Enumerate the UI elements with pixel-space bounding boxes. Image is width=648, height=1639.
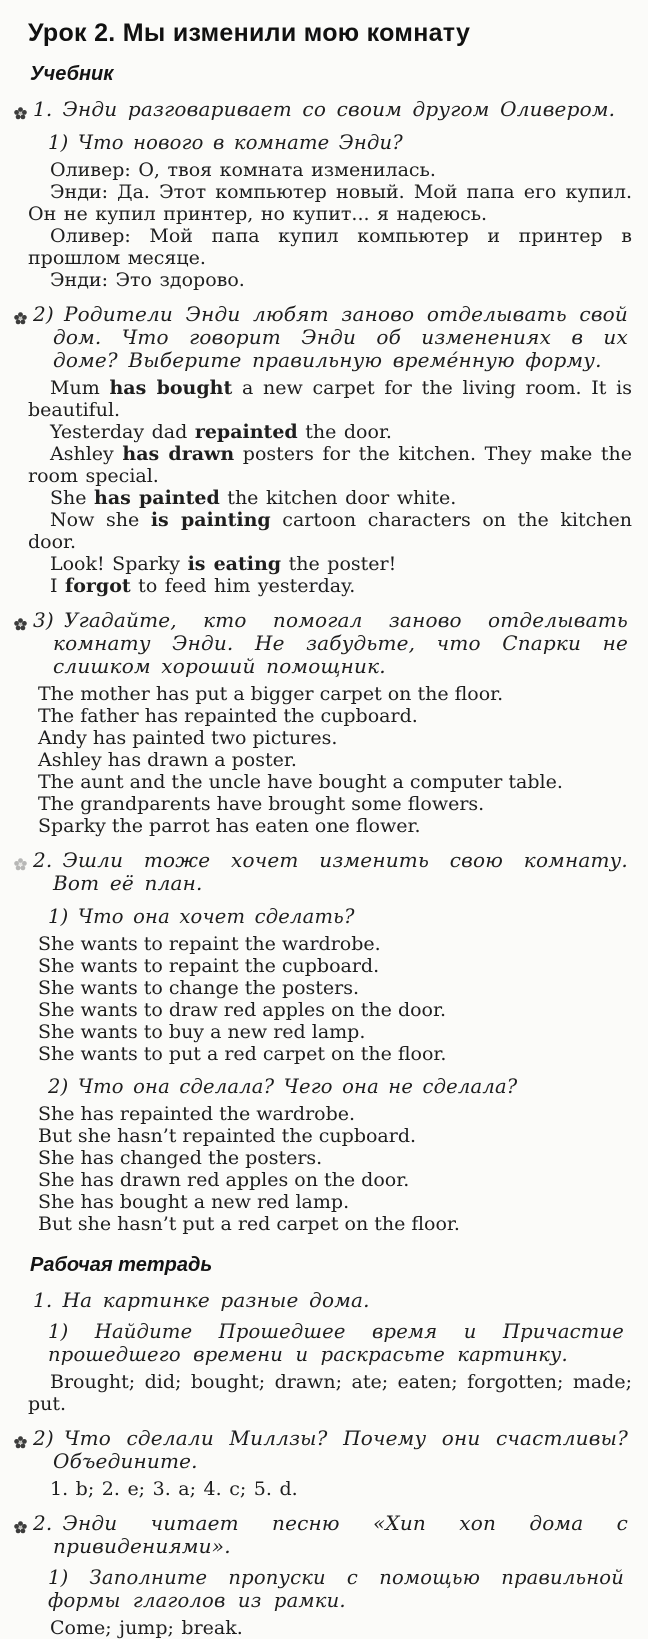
flower-bullet-icon — [14, 613, 27, 626]
done-list — [28, 1103, 632, 1235]
list-item: Andy has painted two pictures. — [38, 727, 338, 749]
verb-bold: is painting — [150, 509, 271, 531]
subtask-heading-2-2: 2) Что она сделала? Чего она не сделала? — [48, 1075, 518, 1098]
task-number: 2) — [33, 302, 54, 326]
list-item: The aunt and the uncle have bought a computer table. — [38, 771, 563, 793]
sentence-line — [28, 377, 632, 421]
task-number: 2. — [33, 1511, 53, 1535]
section-heading-workbook: Рабочая тетрадь — [30, 1254, 213, 1276]
subtask-heading-wb-2-1: 1) Заполните пропуски с помощью правильной формы глаголов из рамки. — [48, 1566, 624, 1612]
sentence-part: Look! Sparky — [50, 553, 188, 575]
sentence-part: posters for the kitchen. They make the room special. — [28, 443, 632, 487]
list-item: The mother has put a bigger carpet on the floor. — [38, 683, 504, 705]
list-item: She wants to change the posters. — [38, 977, 360, 999]
helpers-list — [28, 683, 632, 837]
list-item: She has drawn red apples on the door. — [38, 1169, 410, 1191]
list-item: She has changed the posters. — [38, 1147, 323, 1169]
list-item: The grandparents have brought some flowers. — [38, 793, 485, 815]
sentence-part: Ashley — [50, 443, 123, 465]
sentence-line — [28, 443, 632, 487]
task-item-1 — [28, 98, 628, 121]
list-item: But she hasn’t put a red carpet on the floor. — [38, 1213, 460, 1235]
task-number: 3) — [33, 608, 54, 632]
page-title: Урок 2. Мы изменили мою комнату — [28, 19, 471, 47]
sentence-part: the kitchen door white. — [219, 487, 457, 509]
dialogue-line: Энди: Это здорово. — [50, 269, 245, 291]
sentence-part: a new carpet for the living room. It is beautiful. — [28, 377, 632, 421]
workbook-task-1 — [28, 1289, 628, 1312]
list-item: She wants to put a red carpet on the floor. — [38, 1043, 447, 1065]
sentence-part: I — [50, 575, 66, 597]
verb-bold: has painted — [94, 487, 220, 509]
workbook-task-1-2 — [28, 1427, 628, 1473]
flower-bullet-icon — [14, 307, 27, 320]
dialogue-line: Энди: Да. Этот компьютер новый. Мой папа его купил. Он не купил принтер, но купит... я надеюсь. — [28, 181, 632, 225]
flower-bullet-icon — [14, 1431, 27, 1444]
flower-bullet-icon — [14, 1516, 27, 1529]
verb-bold: repainted — [194, 421, 298, 443]
subtask-heading-1-1: 1) Что нового в комнате Энди? — [48, 131, 403, 154]
sentence-line — [28, 487, 632, 509]
sentence-part: the door. — [297, 421, 392, 443]
answer-line: Come; jump; break. — [50, 1617, 243, 1639]
list-item: The father has repainted the cupboard. — [38, 705, 418, 727]
list-item: She wants to repaint the wardrobe. — [38, 933, 381, 955]
task-item-2 — [28, 849, 628, 895]
sentence-part: Yesterday dad — [50, 421, 195, 443]
task-number: 1. — [33, 1288, 53, 1312]
task-text: Энди читает песню «Хип хоп дома с привидениями». — [53, 1511, 628, 1558]
sentence-part: cartoon characters on the kitchen door. — [28, 509, 632, 553]
sentence-line — [28, 509, 632, 553]
subtask-heading-wb-1-1: 1) Найдите Прошедшее время и Причастие прошедшего времени и раскрасьте картинку. — [48, 1320, 624, 1366]
sentence-line — [28, 553, 632, 575]
sentence-line — [28, 575, 632, 597]
list-item: She wants to buy a new red lamp. — [38, 1021, 366, 1043]
list-item: Ashley has drawn a poster. — [38, 749, 297, 771]
verb-bold: forgot — [65, 575, 131, 597]
flower-bullet-icon — [14, 102, 27, 115]
task-item-1-2 — [28, 303, 628, 372]
task-text: Энди разговаривает со своим другом Оливером. — [62, 97, 616, 121]
task-text: Родители Энди любят заново отделывать свой дом. Что говорит Энди об изменениях в их доме? Выберите правильную време́нную форму. — [53, 302, 628, 372]
workbook-task-2 — [28, 1512, 628, 1558]
wants-list — [28, 933, 632, 1065]
dialogue-block — [28, 159, 632, 291]
sentence-part: She — [50, 487, 95, 509]
dialogue-line: Оливер: О, твоя комната изменилась. — [50, 159, 436, 181]
sentence-part: Now she — [50, 509, 151, 531]
sentence-line — [28, 421, 632, 443]
verb-bold: has bought — [109, 377, 233, 399]
task-number: 1. — [33, 97, 53, 121]
list-item: She wants to repaint the cupboard. — [38, 955, 380, 977]
sentence-part: the poster! — [281, 553, 397, 575]
sentence-part: Mum — [50, 377, 110, 399]
dialogue-line: Оливер: Мой папа купил компьютер и принтер в прошлом месяце. — [28, 225, 632, 269]
tense-sentences-block — [28, 377, 632, 597]
list-item: She has repainted the wardrobe. — [38, 1103, 356, 1125]
task-text: Эшли тоже хочет изменить свою комнату. Вот её план. — [53, 848, 628, 895]
task-text: Что сделали Миллзы? Почему они счастливы? Объедините. — [53, 1426, 628, 1473]
task-text: Угадайте, кто помогал заново отделывать комнату Энди. Не забудьте, что Спарки не слишком хороший помощник. — [53, 608, 628, 678]
list-item: She has bought a new red lamp. — [38, 1191, 350, 1213]
verb-bold: has drawn — [122, 443, 235, 465]
task-number: 2) — [33, 1426, 54, 1450]
task-text: На картинке разные дома. — [62, 1288, 370, 1312]
list-item: She wants to draw red apples on the door. — [38, 999, 447, 1021]
task-item-1-3 — [28, 609, 628, 678]
subtask-heading-2-1: 1) Что она хочет сделать? — [48, 905, 355, 928]
list-item: Sparky the parrot has eaten one flower. — [38, 815, 421, 837]
answer-line: Brought; did; bought; drawn; ate; eaten; forgotten; made; put. — [28, 1371, 632, 1415]
sentence-part: to feed him yesterday. — [130, 575, 356, 597]
verb-bold: is eating — [187, 553, 282, 575]
task-number: 2. — [33, 848, 53, 872]
list-item: But she hasn’t repainted the cupboard. — [38, 1125, 417, 1147]
answer-line: 1. b; 2. e; 3. a; 4. c; 5. d. — [50, 1478, 298, 1500]
flower-bullet-icon — [14, 853, 27, 866]
section-heading-textbook: Учебник — [30, 63, 114, 85]
